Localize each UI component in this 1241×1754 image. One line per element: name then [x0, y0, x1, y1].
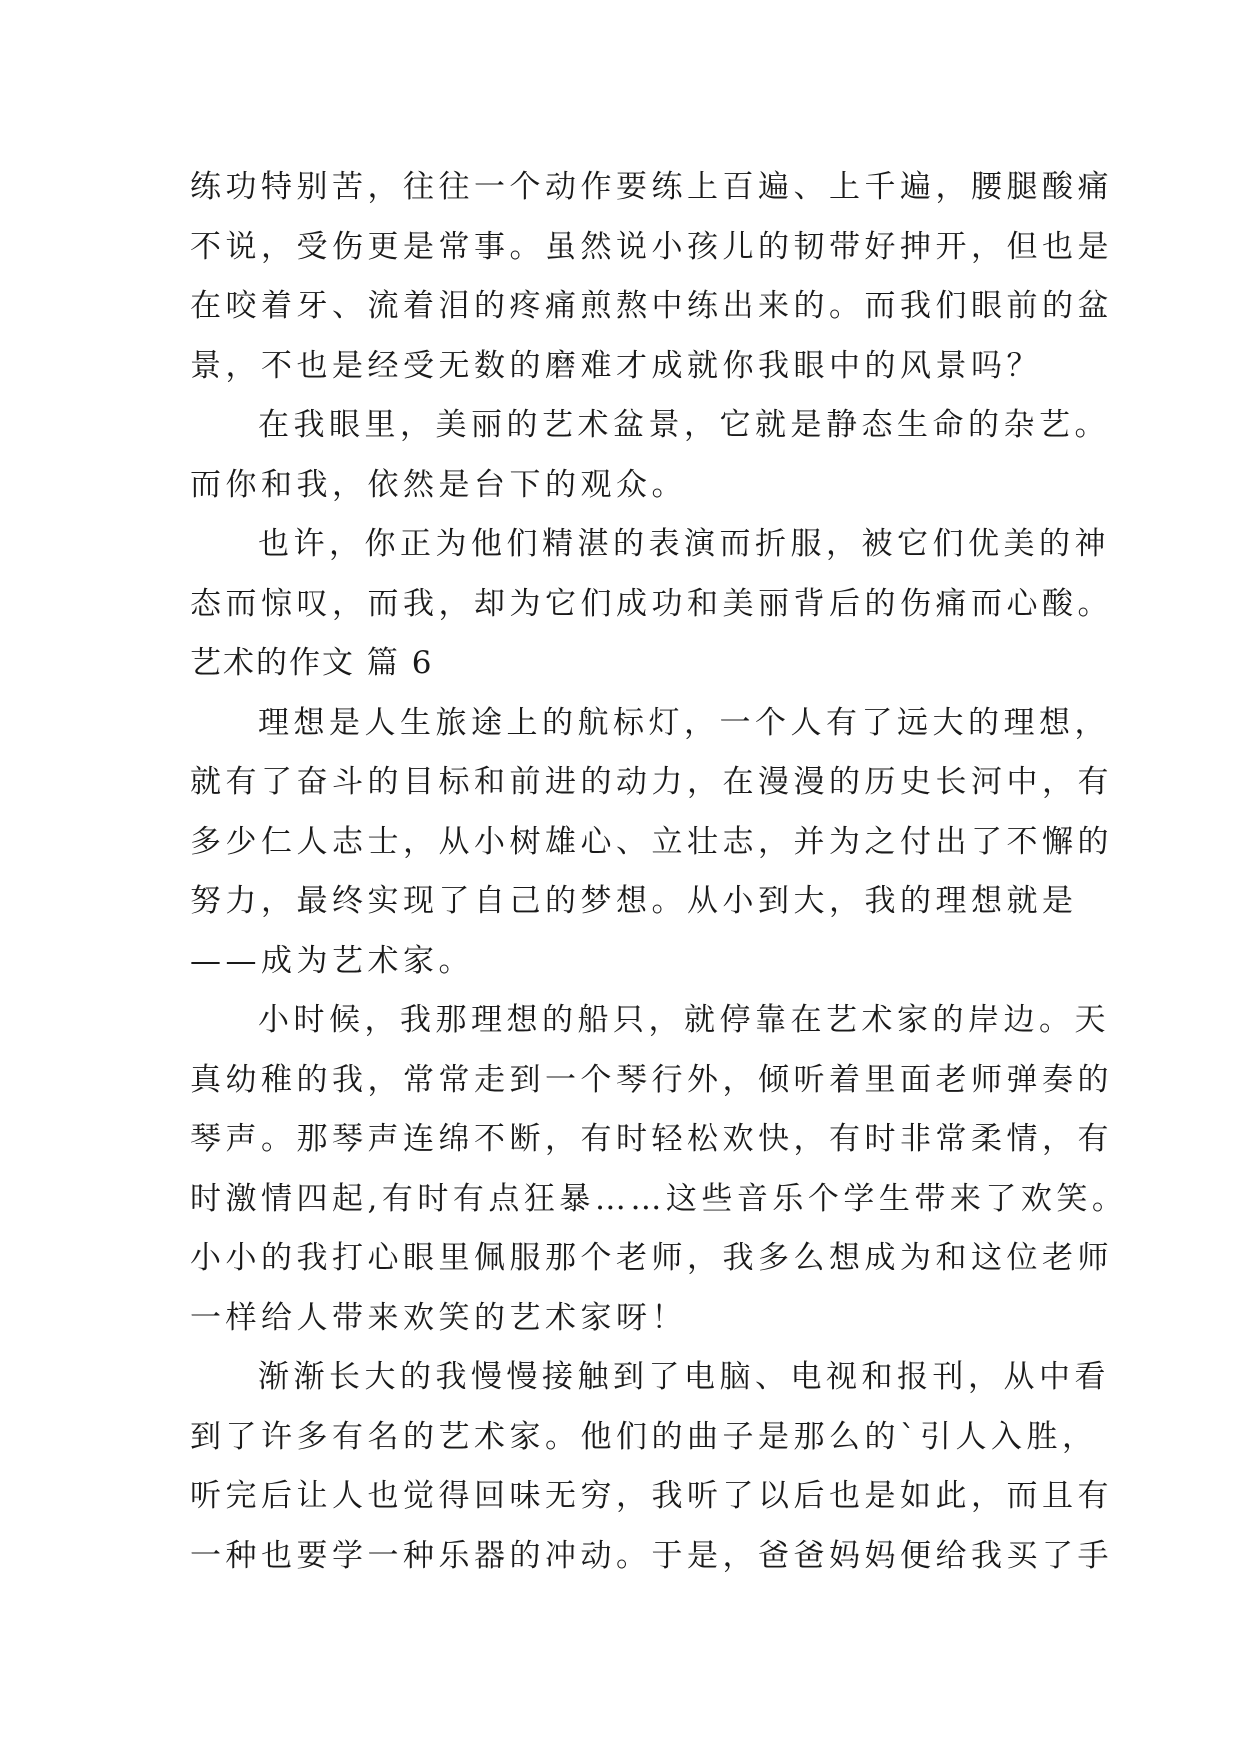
- paragraph-start-line: 在我眼里，美丽的艺术盆景，它就是静态生命的杂艺。: [258, 407, 1110, 443]
- text-line: ——成为艺术家。: [190, 942, 474, 979]
- text-line: 一样给人带来欢笑的艺术家呀！: [190, 1299, 687, 1336]
- text-line: 而你和我，依然是台下的观众。: [190, 466, 687, 503]
- text-line: 小小的我打心眼里佩服那个老师，我多么想成为和这位老师: [190, 1240, 1113, 1276]
- text-line: 景，不也是经受无数的磨难才成就你我眼中的风景吗？: [190, 347, 1042, 384]
- text-line: 多少仁人志士，从小树雄心、立壮志，并为之付出了不懈的: [190, 823, 1113, 860]
- paragraph-start-line: 渐渐长大的我慢慢接触到了电脑、电视和报刊，从中看: [258, 1359, 1110, 1395]
- document-page: [190, 158, 1128, 1586]
- text-line: 努力，最终实现了自己的梦想。从小到大，我的理想就是: [190, 883, 1078, 919]
- text-line: 琴声。那琴声连绵不断，有时轻松欢快，有时非常柔情，有: [190, 1121, 1113, 1157]
- text-line: 到了许多有名的艺术家。他们的曲子是那么的`引人入胜，: [190, 1418, 1098, 1455]
- paragraph-start-line: 理想是人生旅途上的航标灯，一个人有了远大的理想，: [258, 704, 1110, 741]
- text-line: 在咬着牙、流着泪的疼痛煎熬中练出来的。而我们眼前的盆: [190, 288, 1113, 324]
- text-line: 时激情四起,有时有点狂暴……这些音乐个学生带来了欢笑。: [190, 1180, 1128, 1217]
- text-line: 一种也要学一种乐器的冲动。于是，爸爸妈妈便给我买了手: [190, 1537, 1113, 1574]
- paragraph-start-line: 也许，你正为他们精湛的表演而折服，被它们优美的神: [258, 526, 1110, 562]
- text-line: 练功特别苦，往往一个动作要练上百遍、上千遍，腰腿酸痛: [190, 169, 1113, 205]
- text-line: 听完后让人也觉得回味无穷，我听了以后也是如此，而且有: [190, 1478, 1113, 1514]
- text-line: 态而惊叹，而我，却为它们成功和美丽背后的伤痛而心酸。: [190, 585, 1113, 622]
- text-line: 就有了奋斗的目标和前进的动力，在漫漫的历史长河中，有: [190, 764, 1113, 800]
- section-heading: 艺术的作文 篇 6: [190, 645, 434, 681]
- text-line: 不说，受伤更是常事。虽然说小孩儿的韧带好抻开，但也是: [190, 228, 1113, 265]
- text-line: 真幼稚的我，常常走到一个琴行外，倾听着里面老师弹奏的: [190, 1061, 1113, 1098]
- paragraph-start-line: 小时候，我那理想的船只，就停靠在艺术家的岸边。天: [258, 1002, 1110, 1038]
